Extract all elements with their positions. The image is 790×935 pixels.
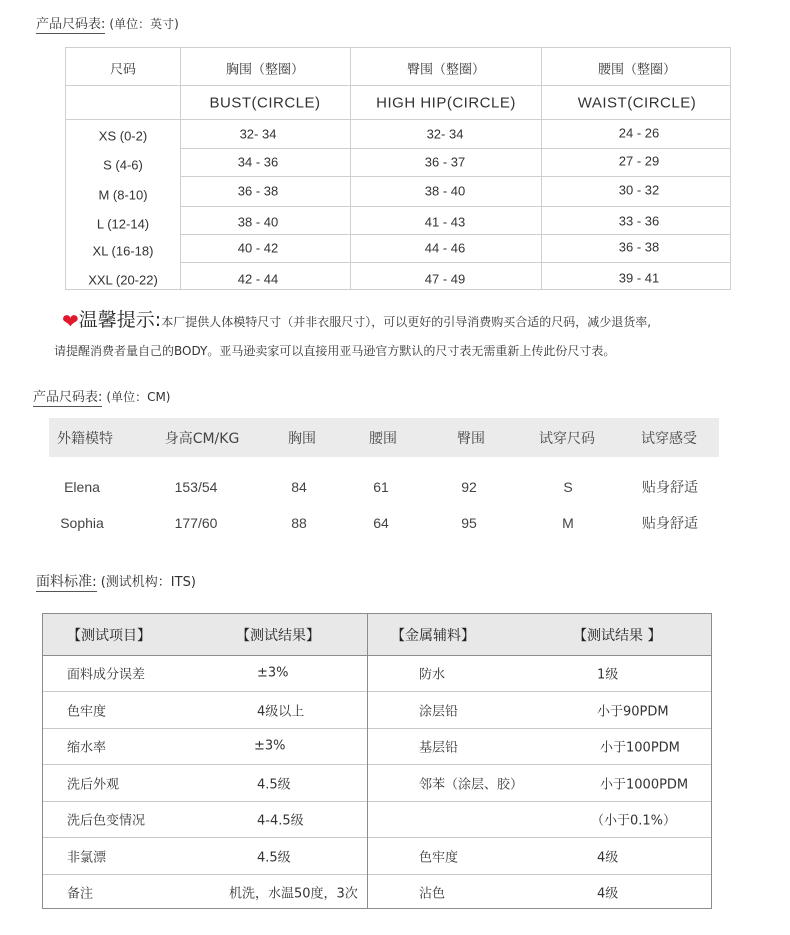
- size-cell: XL (16-18): [92, 243, 154, 259]
- fabric-standard-title-text: 面料标准:: [36, 574, 97, 590]
- model-cell: S: [563, 479, 573, 495]
- model-cell: 贴身舒适: [642, 516, 698, 532]
- header-bust-en: BUST(CIRCLE): [209, 94, 321, 112]
- model-chart-title: [33, 386, 171, 405]
- model-cell: 64: [373, 515, 389, 531]
- fabric-cell: 4级以上: [257, 704, 305, 720]
- fabric-cell: 4级: [597, 850, 619, 866]
- fabric-header: 【测试结果】: [236, 628, 320, 644]
- fabric-cell: 4-4.5级: [257, 813, 304, 829]
- hip-cell: 38 - 40: [424, 183, 466, 199]
- hip-cell: 32- 34: [426, 126, 464, 142]
- size-chart-title-text: 产品尺码表:: [36, 17, 106, 32]
- model-chart-title-text: 产品尺码表:: [33, 390, 103, 405]
- model-cell: 92: [461, 479, 477, 495]
- fabric-header: 【金属辅料】: [391, 628, 475, 644]
- tip-text-2: 请提醒消费者量自己的BODY。亚马逊卖家可以直接用亚马逊官方默认的尺寸表无需重新上传此份尺寸表。: [54, 344, 616, 358]
- bust-cell: 32- 34: [239, 126, 277, 142]
- waist-cell: 30 - 32: [618, 182, 660, 198]
- waist-cell: 27 - 29: [618, 153, 660, 169]
- fabric-cell: 4.5级: [257, 850, 291, 866]
- fabric-cell: 小于90PDM: [597, 704, 669, 720]
- model-cell: Elena: [64, 479, 100, 495]
- header-size: 尺码: [109, 62, 137, 78]
- inch-size-table: [65, 47, 731, 290]
- waist-cell: 33 - 36: [618, 213, 660, 229]
- model-chart-unit: (单位：CM): [106, 390, 171, 404]
- fabric-cell: ±3%: [254, 738, 286, 754]
- hip-cell: 41 - 43: [424, 214, 466, 230]
- size-chart-unit: (单位：英寸): [109, 17, 179, 31]
- fabric-cell: 4级: [597, 886, 619, 902]
- fabric-cell: 色牢度: [419, 850, 459, 866]
- model-cell: 95: [461, 515, 477, 531]
- model-header: 腰围: [369, 431, 397, 447]
- fabric-cell: ±3%: [257, 665, 289, 681]
- fabric-cell: 非氯漂: [67, 850, 107, 866]
- bust-cell: 36 - 38: [237, 183, 279, 199]
- bust-cell: 34 - 36: [237, 154, 279, 170]
- header-bust-cn: 胸围（整圈）: [225, 62, 305, 78]
- fabric-header: 【测试项目】: [67, 628, 151, 644]
- fabric-cell: 缩水率: [67, 740, 107, 756]
- fabric-cell: 涂层铅: [419, 704, 459, 720]
- size-cell: L (12-14): [96, 216, 150, 232]
- model-header: 试穿尺码: [539, 431, 595, 447]
- bust-cell: 38 - 40: [237, 214, 279, 230]
- fabric-cell: 4.5级: [257, 777, 291, 793]
- fabric-standard-title: [36, 571, 196, 591]
- waist-cell: 24 - 26: [618, 125, 660, 141]
- model-cell: 84: [291, 479, 307, 495]
- tip-line-1: [62, 305, 651, 333]
- fabric-cell: 色牢度: [67, 704, 107, 720]
- waist-cell: 39 - 41: [618, 270, 660, 286]
- fabric-cell: 基层铅: [419, 740, 459, 756]
- model-cell: 61: [373, 479, 389, 495]
- waist-cell: 36 - 38: [618, 239, 660, 255]
- fabric-cell: 面料成分误差: [67, 667, 146, 683]
- model-cell: 153/54: [174, 479, 218, 495]
- size-cell: XS (0-2): [98, 128, 148, 144]
- model-cell: 177/60: [174, 515, 218, 531]
- fabric-cell: 洗后色变情况: [67, 813, 146, 829]
- model-cell: Sophia: [60, 515, 104, 531]
- fabric-standard-unit: (测试机构：ITS): [100, 575, 196, 590]
- model-cell: M: [562, 515, 574, 531]
- fabric-cell: 备注: [67, 886, 94, 902]
- header-waist-cn: 腰围（整圈）: [597, 62, 677, 78]
- model-header: 身高CM/KG: [164, 431, 240, 447]
- model-header: 试穿感受: [641, 431, 697, 447]
- fabric-cell: 小于100PDM: [600, 740, 680, 756]
- size-cell: S (4-6): [103, 157, 143, 173]
- model-header: 胸围: [288, 431, 316, 447]
- hip-cell: 36 - 37: [424, 154, 466, 170]
- header-waist-en: WAIST(CIRCLE): [577, 94, 697, 112]
- tip-title: 温馨提示: [78, 309, 155, 331]
- fabric-header: 【测试结果 】: [573, 628, 662, 644]
- bust-cell: 40 - 42: [237, 240, 279, 256]
- size-cell: M (8-10): [98, 187, 148, 203]
- hip-cell: 44 - 46: [424, 240, 466, 256]
- size-chart-title: [36, 13, 179, 32]
- fabric-cell: 洗后外观: [67, 777, 120, 793]
- header-hip-cn: 臀围（整圈）: [406, 62, 486, 78]
- model-header: 外籍模特: [57, 431, 113, 447]
- model-cell: 贴身舒适: [642, 480, 698, 496]
- tip-colon: :: [154, 309, 162, 331]
- fabric-cell: 1级: [597, 667, 619, 683]
- fabric-cell: （小于0.1%）: [591, 813, 677, 829]
- fabric-cell: 沾色: [419, 886, 446, 902]
- fabric-cell: 邻苯（涂层、胶）: [419, 777, 524, 793]
- model-header: 臀围: [457, 431, 485, 447]
- size-cell: XXL (20-22): [88, 272, 158, 288]
- tip-text-1: 本厂提供人体模特尺寸（并非衣服尺寸），可以更好的引导消费购买合适的尺码，减少退货率,: [161, 315, 652, 329]
- header-hip-en: HIGH HIP(CIRCLE): [376, 94, 516, 112]
- fabric-cell: 防水: [419, 667, 446, 683]
- bust-cell: 42 - 44: [237, 271, 279, 287]
- fabric-standard-table: [42, 613, 712, 909]
- model-cell: 88: [291, 515, 307, 531]
- fabric-cell: 小于1000PDM: [600, 777, 689, 793]
- hip-cell: 47 - 49: [424, 271, 466, 287]
- fabric-cell: 机洗，水温50度，3次: [229, 886, 358, 902]
- heart-icon: ❤: [62, 309, 79, 333]
